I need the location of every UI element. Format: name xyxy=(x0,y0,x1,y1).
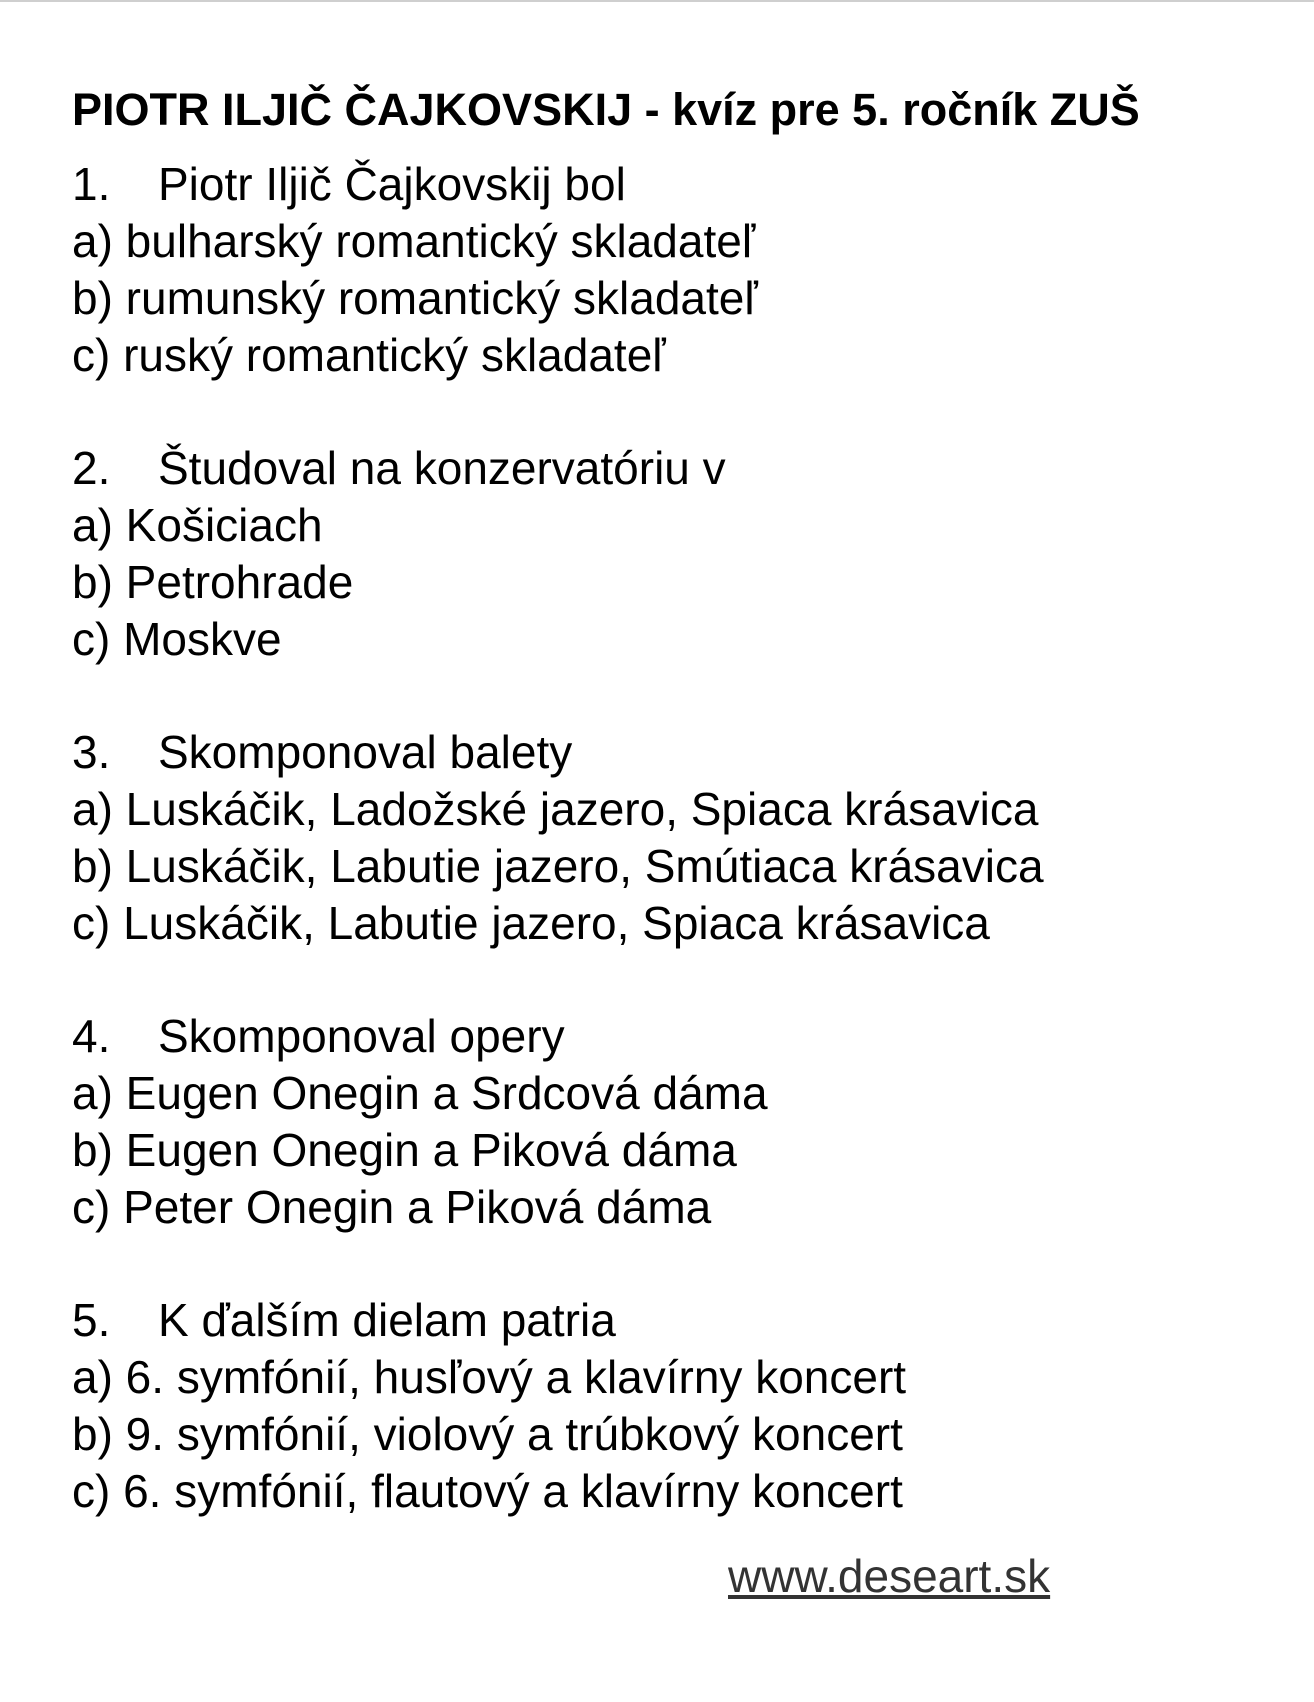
answer-option-a: a) bulharský romantický skladateľ xyxy=(72,215,756,267)
question-label: K ďalším dielam patria xyxy=(158,1294,616,1346)
question-number: 2. xyxy=(72,442,111,494)
answer-option-b: b) rumunský romantický skladateľ xyxy=(72,272,758,324)
question-number: 1. xyxy=(72,158,111,210)
page-title: PIOTR ILJIČ ČAJKOVSKIJ - kvíz pre 5. ročník ZUŠ xyxy=(72,84,1140,135)
question-number: 4. xyxy=(72,1010,111,1062)
answer-option-b: b) Luskáčik, Labutie jazero, Smútiaca krásavica xyxy=(72,840,1044,892)
question-label: Študoval na konzervatóriu v xyxy=(158,442,726,494)
website-link[interactable]: www.deseart.sk xyxy=(728,1550,1051,1602)
question-number: 5. xyxy=(72,1294,111,1346)
question-label: Skomponoval balety xyxy=(158,726,573,778)
question-2 xyxy=(72,440,1272,668)
question-1 xyxy=(72,156,1272,384)
answer-option-a: a) Luskáčik, Ladožské jazero, Spiaca krásavica xyxy=(72,783,1039,835)
question-text xyxy=(72,1008,1272,1065)
question-label: Skomponoval opery xyxy=(158,1010,565,1062)
answer-option-b: b) Petrohrade xyxy=(72,556,354,608)
answer-option-a: a) 6. symfónií, husľový a klavírny koncert xyxy=(72,1351,907,1403)
question-text xyxy=(72,440,1272,497)
answer-option-a: a) Košiciach xyxy=(72,499,323,551)
top-border xyxy=(0,0,1314,2)
question-text xyxy=(72,156,1272,213)
answer-option-c: c) 6. symfónií, flautový a klavírny koncert xyxy=(72,1465,903,1517)
question-text xyxy=(72,1292,1272,1349)
answer-option-c: c) Luskáčik, Labutie jazero, Spiaca krásavica xyxy=(72,897,990,949)
question-5 xyxy=(72,1292,1272,1520)
answer-option-c: c) ruský romantický skladateľ xyxy=(72,329,666,381)
question-3 xyxy=(72,724,1272,952)
answer-option-c: c) Peter Onegin a Piková dáma xyxy=(72,1181,712,1233)
answer-option-c: c) Moskve xyxy=(72,613,282,665)
question-label: Piotr Iljič Čajkovskij bol xyxy=(158,158,626,210)
answer-option-a: a) Eugen Onegin a Srdcová dáma xyxy=(72,1067,768,1119)
question-text xyxy=(72,724,1272,781)
question-4 xyxy=(72,1008,1272,1236)
answer-option-b: b) Eugen Onegin a Piková dáma xyxy=(72,1124,737,1176)
question-number: 3. xyxy=(72,726,111,778)
quiz-document xyxy=(72,80,1272,1576)
answer-option-b: b) 9. symfónií, violový a trúbkový koncert xyxy=(72,1408,903,1460)
